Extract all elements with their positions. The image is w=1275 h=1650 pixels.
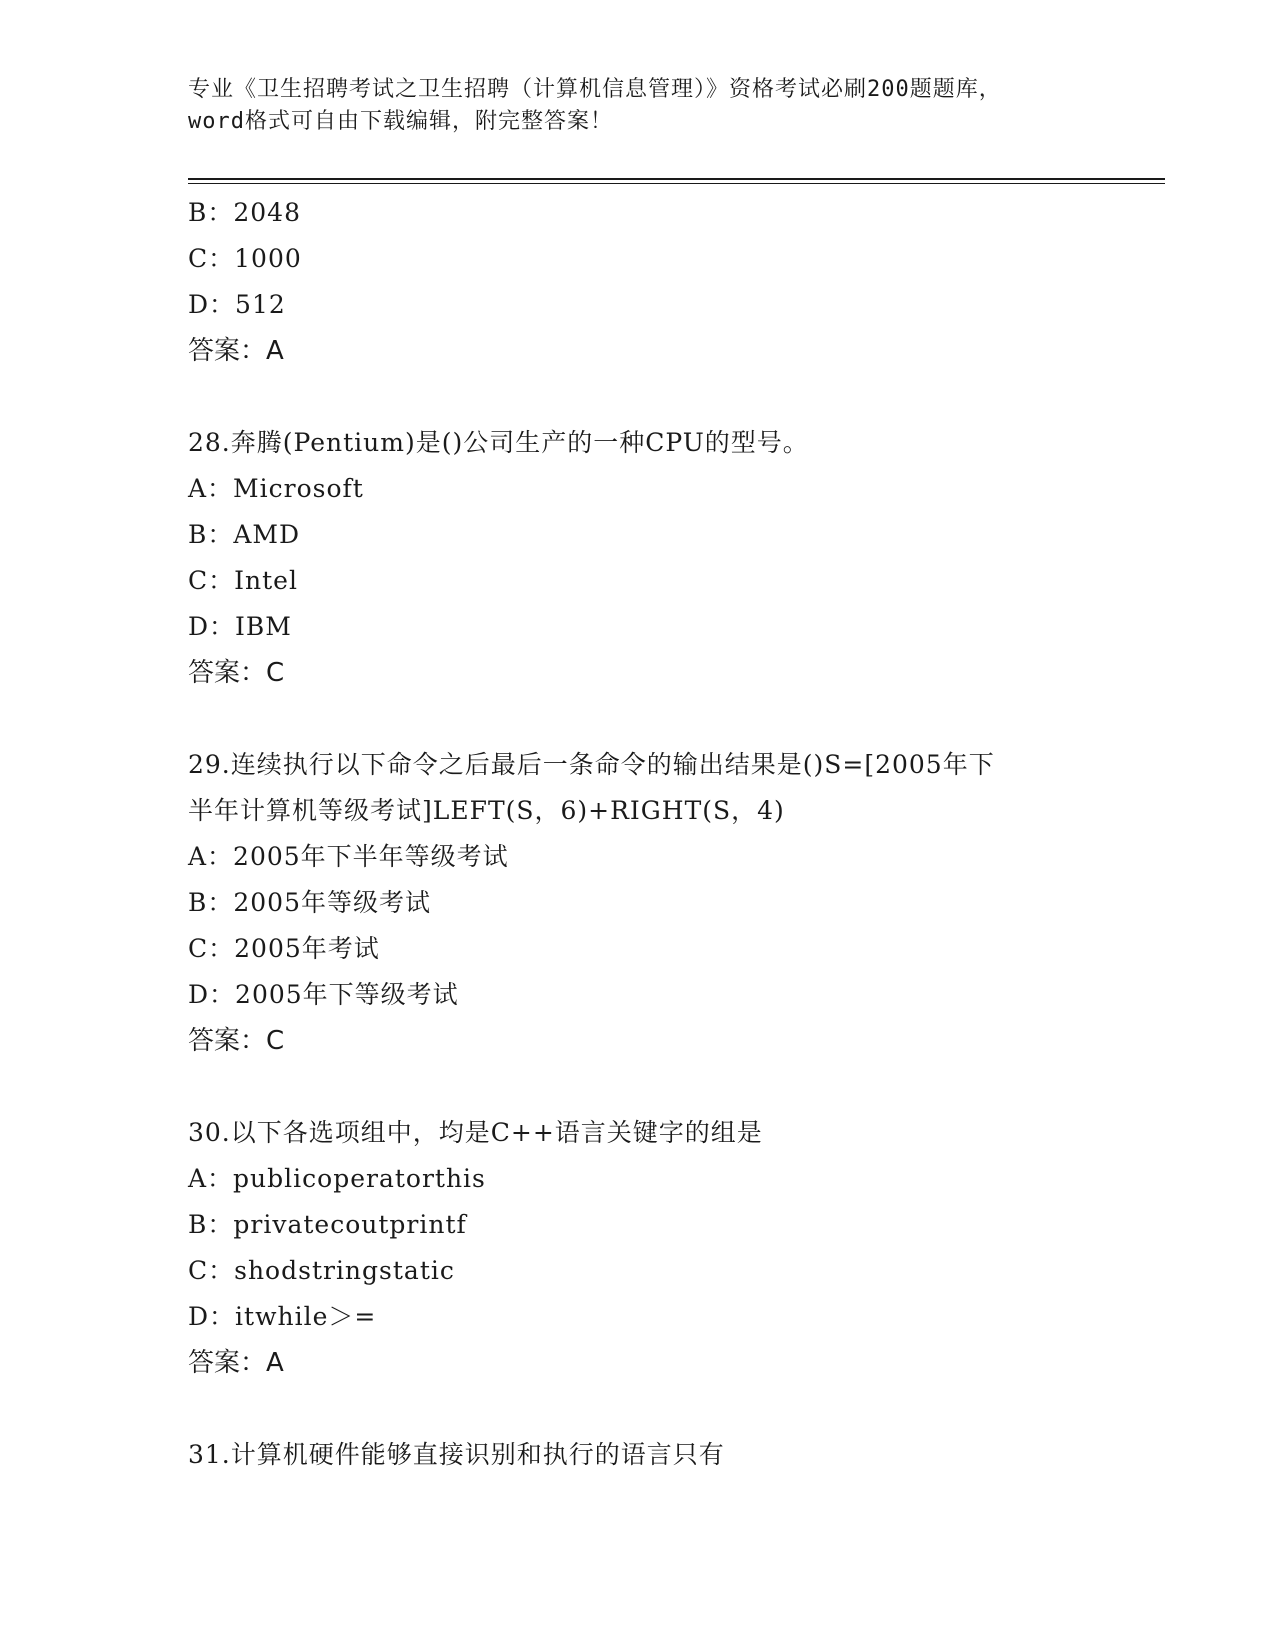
question-29-answer: 答案：C [188,1026,285,1056]
question-30-option-c: C：shodstringstatic [188,1256,455,1285]
spacer [188,696,1088,742]
question-28-option-d: D：IBM [188,612,292,641]
question-27-option-d: D：512 [188,290,286,319]
question-30-option-b: B：privatecoutprintf [188,1210,467,1239]
question-30-stem: 30.以下各选项组中，均是C++语言关键字的组是 [188,1118,763,1147]
question-27-answer: 答案：A [188,336,284,366]
header-divider-thin [188,183,1165,184]
question-29-option-d: D：2005年下等级考试 [188,980,459,1009]
question-28-option-b: B：AMD [188,520,301,549]
header-title-line-1: 专业《卫生招聘考试之卫生招聘（计算机信息管理）》资格考试必刷200题题库， [188,77,1002,102]
question-29-stem-line-2: 半年计算机等级考试]LEFT(S，6)+RIGHT(S，4) [188,796,785,825]
question-28-option-a: A：Microsoft [188,474,364,503]
question-28-stem: 28.奔腾(Pentium)是()公司生产的一种CPU的型号。 [188,428,809,457]
question-29-option-b: B：2005年等级考试 [188,888,431,917]
question-list [188,190,1088,1478]
question-31 [188,1432,1088,1478]
question-27-option-b: B：2048 [188,198,301,227]
header-title-line-2: word格式可自由下载编辑，附完整答案！ [188,109,613,134]
question-30-answer: 答案：A [188,1348,284,1378]
header-divider-thick [188,178,1165,180]
spacer [188,1386,1088,1432]
question-30-option-a: A：publicoperatorthis [188,1164,486,1193]
question-30 [188,1110,1088,1386]
question-28-answer: 答案：C [188,658,285,688]
question-28-option-c: C：Intel [188,566,298,595]
question-31-stem: 31.计算机硬件能够直接识别和执行的语言只有 [188,1440,725,1469]
spacer [188,374,1088,420]
question-28 [188,420,1088,696]
question-27 [188,190,1088,374]
question-30-option-d: D：itwhile＞= [188,1302,377,1331]
document-header [188,74,1088,138]
question-29-option-c: C：2005年考试 [188,934,380,963]
spacer [188,1064,1088,1110]
question-29-option-a: A：2005年下半年等级考试 [188,842,509,871]
question-29-stem-line-1: 29.连续执行以下命令之后最后一条命令的输出结果是()S=[2005年下 [188,750,995,779]
question-27-option-c: C：1000 [188,244,302,273]
question-29 [188,742,1088,1064]
